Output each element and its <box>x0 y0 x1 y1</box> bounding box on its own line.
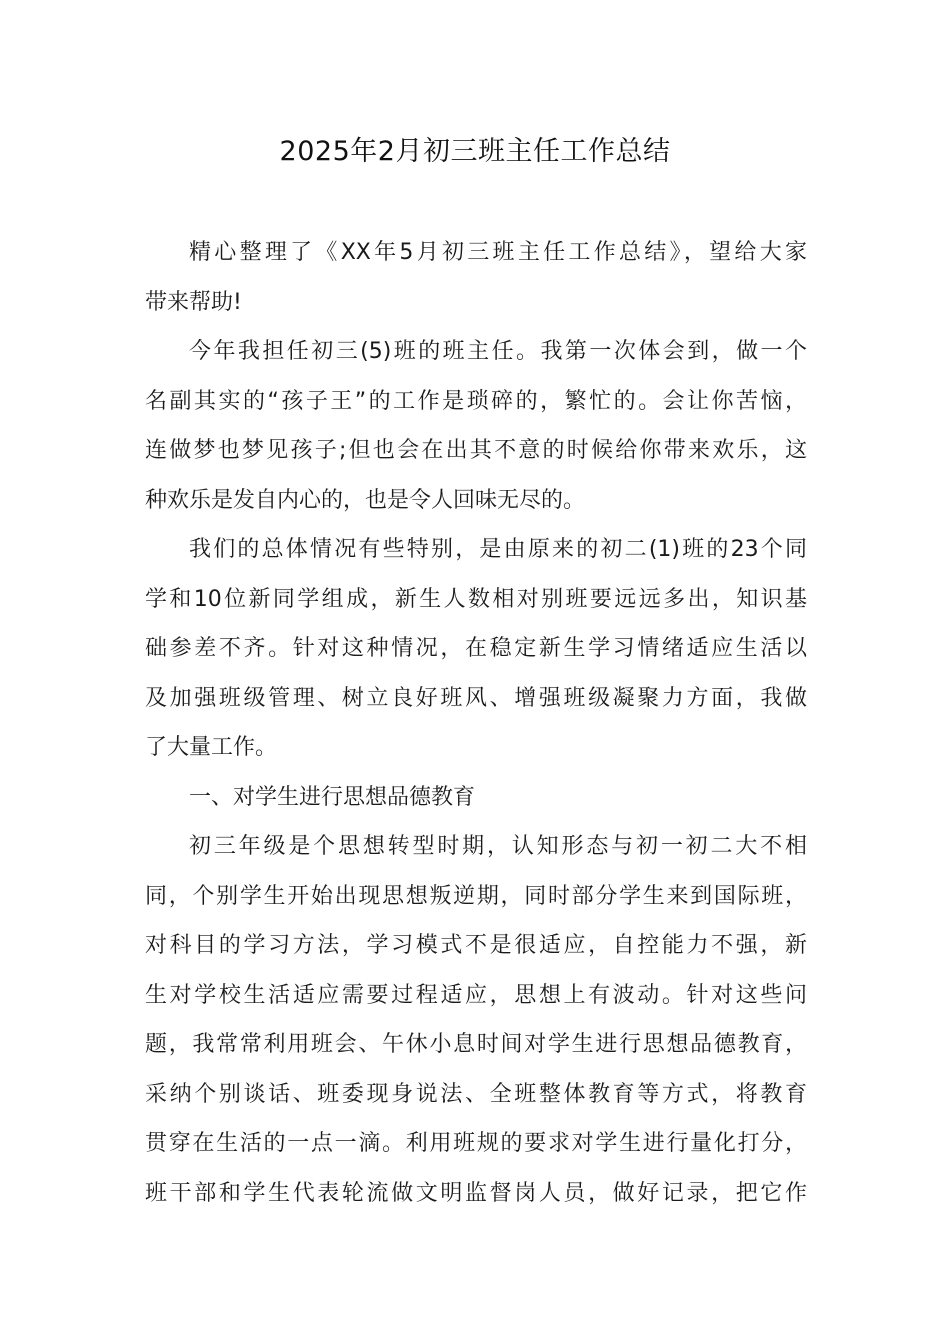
paragraph-4-line-8: 班干部和学生代表轮流做文明监督岗人员，做好记录，把它作 <box>145 1180 807 1206</box>
paragraph-2-line-3: 连做梦也梦见孩子;但也会在出其不意的时候给你带来欢乐，这 <box>145 438 807 463</box>
paragraph-4-line-2: 同，个别学生开始出现思想叛逆期，同时部分学生来到国际班， <box>145 883 807 909</box>
paragraph-4-line-1: 初三年级是个思想转型时期，认知形态与初一初二大不相 <box>189 834 807 859</box>
section-heading-1: 一、对学生进行思想品德教育 <box>189 784 476 810</box>
paragraph-2-line-2: 名副其实的“孩子王”的工作是琐碎的，繁忙的。会让你苦恼， <box>145 388 808 414</box>
document-body <box>145 228 807 1218</box>
document-title: 2025年2月初三班主任工作总结 <box>279 136 671 167</box>
paragraph-4-line-5: 题，我常常利用班会、午休小息时间对学生进行思想品德教育， <box>145 1032 807 1057</box>
paragraph-4-line-4: 生对学校生活适应需要过程适应，思想上有波动。针对这些问 <box>145 982 807 1008</box>
paragraph-4-line-3: 对科目的学习方法，学习模式不是很适应，自控能力不强，新 <box>145 933 807 958</box>
paragraph-2-line-1: 今年我担任初三(5)班的班主任。我第一次体会到，做一个 <box>189 339 807 364</box>
paragraph-4-line-6: 采纳个别谈话、班委现身说法、全班整体教育等方式，将教育 <box>145 1081 807 1107</box>
paragraph-3-line-4: 及加强班级管理、树立良好班风、增强班级凝聚力方面，我做 <box>145 685 807 711</box>
paragraph-4-line-7: 贯穿在生活的一点一滴。利用班规的要求对学生进行量化打分， <box>145 1131 807 1156</box>
paragraph-3-line-3: 础参差不齐。针对这种情况，在稳定新生学习情绪适应生活以 <box>145 636 807 661</box>
paragraph-1-line-1: 精心整理了《XX年5月初三班主任工作总结》，望给大家 <box>189 240 807 265</box>
paragraph-2-line-4: 种欢乐是发自内心的，也是令人回味无尽的。 <box>145 487 586 513</box>
paragraph-3-line-1: 我们的总体情况有些特别，是由原来的初二(1)班的23个同 <box>189 537 807 562</box>
paragraph-3-line-5: 了大量工作。 <box>145 735 278 760</box>
paragraph-3-line-2: 学和10位新同学组成，新生人数相对别班要远远多出，知识基 <box>145 586 807 612</box>
paragraph-1-line-2: 带来帮助! <box>145 289 242 315</box>
